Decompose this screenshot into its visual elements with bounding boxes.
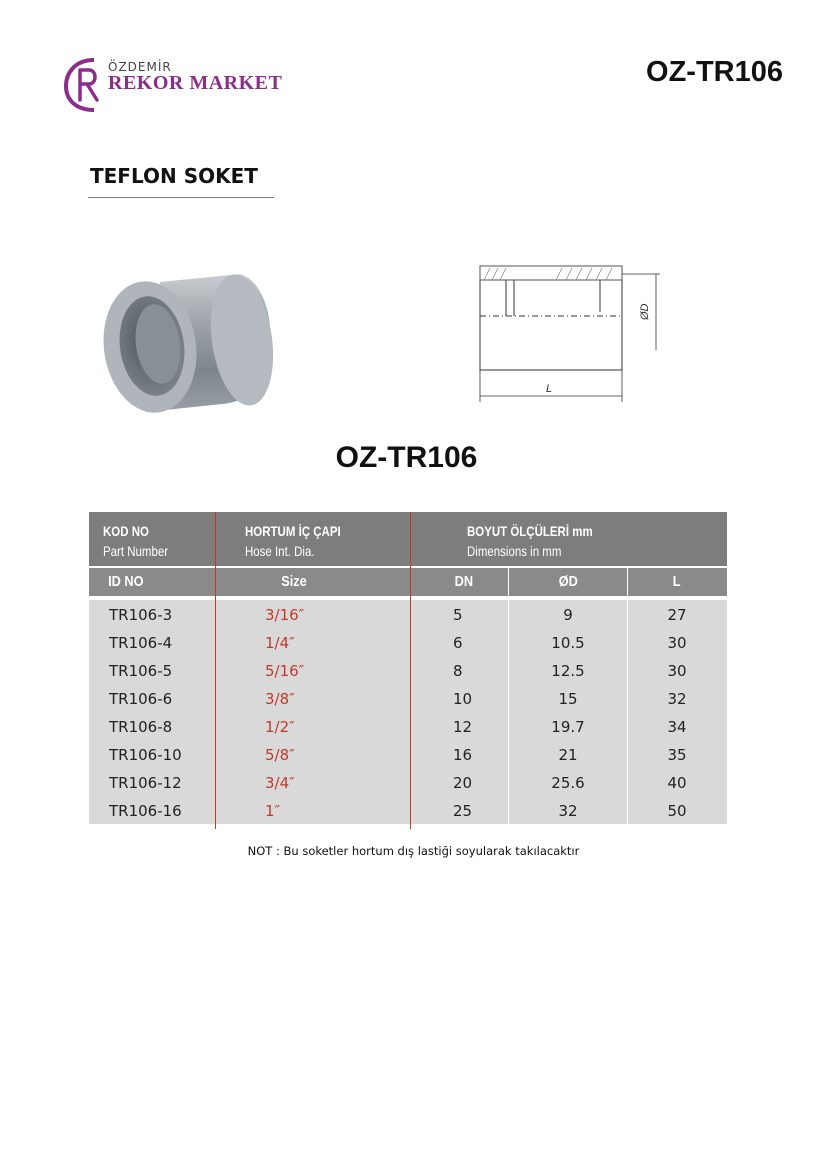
subheader-id: ID NO (108, 573, 144, 590)
cell-od: 10.5 (551, 634, 585, 652)
cell-l: 40 (667, 774, 687, 792)
cell-od: 32 (558, 802, 578, 820)
cell-size: 3/8″ (265, 690, 295, 708)
cell-id: TR106-8 (109, 718, 173, 736)
cell-od: 15 (558, 690, 578, 708)
subheader-od: ØD (558, 573, 578, 590)
cell-dn: 6 (453, 634, 463, 652)
brand-top-text: ÖZDEMİR (108, 60, 172, 74)
cell-size: 1″ (265, 802, 281, 820)
header-hortum: HORTUM İÇ ÇAPI (245, 523, 341, 539)
table-row (89, 796, 727, 824)
divider-od (627, 568, 628, 829)
logo-r-icon (64, 56, 108, 112)
cell-od: 12.5 (551, 662, 585, 680)
subheader-size: Size (281, 573, 307, 590)
header-product-code: OZ-TR106 (646, 56, 783, 88)
cell-size: 3/16″ (265, 606, 305, 624)
brand-name: REKOR MARKET (108, 72, 283, 94)
table-row (89, 656, 727, 684)
spec-table (89, 512, 727, 824)
cell-id: TR106-16 (109, 802, 182, 820)
table-row (89, 600, 727, 628)
cell-size: 1/4″ (265, 634, 295, 652)
cell-dn: 8 (453, 662, 463, 680)
cell-size: 5/16″ (265, 662, 305, 680)
header-part-number: Part Number (103, 543, 169, 559)
cell-size: 3/4″ (265, 774, 295, 792)
product-title: TEFLON SOKET (90, 164, 258, 188)
cell-id: TR106-6 (109, 690, 173, 708)
cell-dn: 5 (453, 606, 463, 624)
table-row (89, 684, 727, 712)
cell-dn: 20 (453, 774, 473, 792)
product-photo (100, 262, 280, 422)
table-row (89, 740, 727, 768)
cell-id: TR106-3 (109, 606, 173, 624)
cell-id: TR106-5 (109, 662, 173, 680)
cell-l: 27 (667, 606, 687, 624)
cell-size: 5/8″ (265, 746, 295, 764)
header-hose: Hose Int. Dia. (245, 543, 315, 559)
technical-drawing (466, 256, 666, 406)
cell-dn: 16 (453, 746, 473, 764)
dim-d-label: ØD (639, 303, 651, 320)
cell-l: 50 (667, 802, 687, 820)
divider-dn (508, 568, 509, 829)
cell-od: 9 (563, 606, 573, 624)
divider-size (410, 512, 411, 829)
cell-od: 19.7 (551, 718, 585, 736)
cell-id: TR106-4 (109, 634, 173, 652)
table-row (89, 712, 727, 740)
title-divider (88, 197, 274, 198)
cell-od: 21 (558, 746, 578, 764)
footnote: NOT : Bu soketler hortum dış lastiği soyularak takılacaktır (247, 844, 580, 858)
cell-l: 30 (667, 634, 687, 652)
table-header-main (89, 512, 727, 566)
cell-l: 30 (667, 662, 687, 680)
table-header-sub (89, 568, 727, 596)
cell-l: 35 (667, 746, 687, 764)
cell-id: TR106-10 (109, 746, 182, 764)
cell-id: TR106-12 (109, 774, 182, 792)
cell-size: 1/2″ (265, 718, 295, 736)
brand-logo (64, 56, 284, 116)
cell-l: 34 (667, 718, 687, 736)
cell-dn: 10 (453, 690, 473, 708)
table-body (89, 600, 727, 824)
divider-id (215, 512, 216, 829)
product-code-heading: OZ-TR106 (335, 441, 478, 474)
cell-l: 32 (667, 690, 687, 708)
cell-dn: 12 (453, 718, 473, 736)
subheader-l: L (672, 573, 681, 590)
dim-l-label: L (546, 383, 553, 395)
table-row (89, 768, 727, 796)
table-row (89, 628, 727, 656)
header-boyut: BOYUT ÖLÇÜLERİ mm (467, 523, 593, 539)
header-kod-no: KOD NO (103, 523, 149, 539)
cell-dn: 25 (453, 802, 473, 820)
subheader-dn: DN (454, 573, 474, 590)
header-dimensions: Dimensions in mm (467, 543, 562, 559)
cell-od: 25.6 (551, 774, 585, 792)
